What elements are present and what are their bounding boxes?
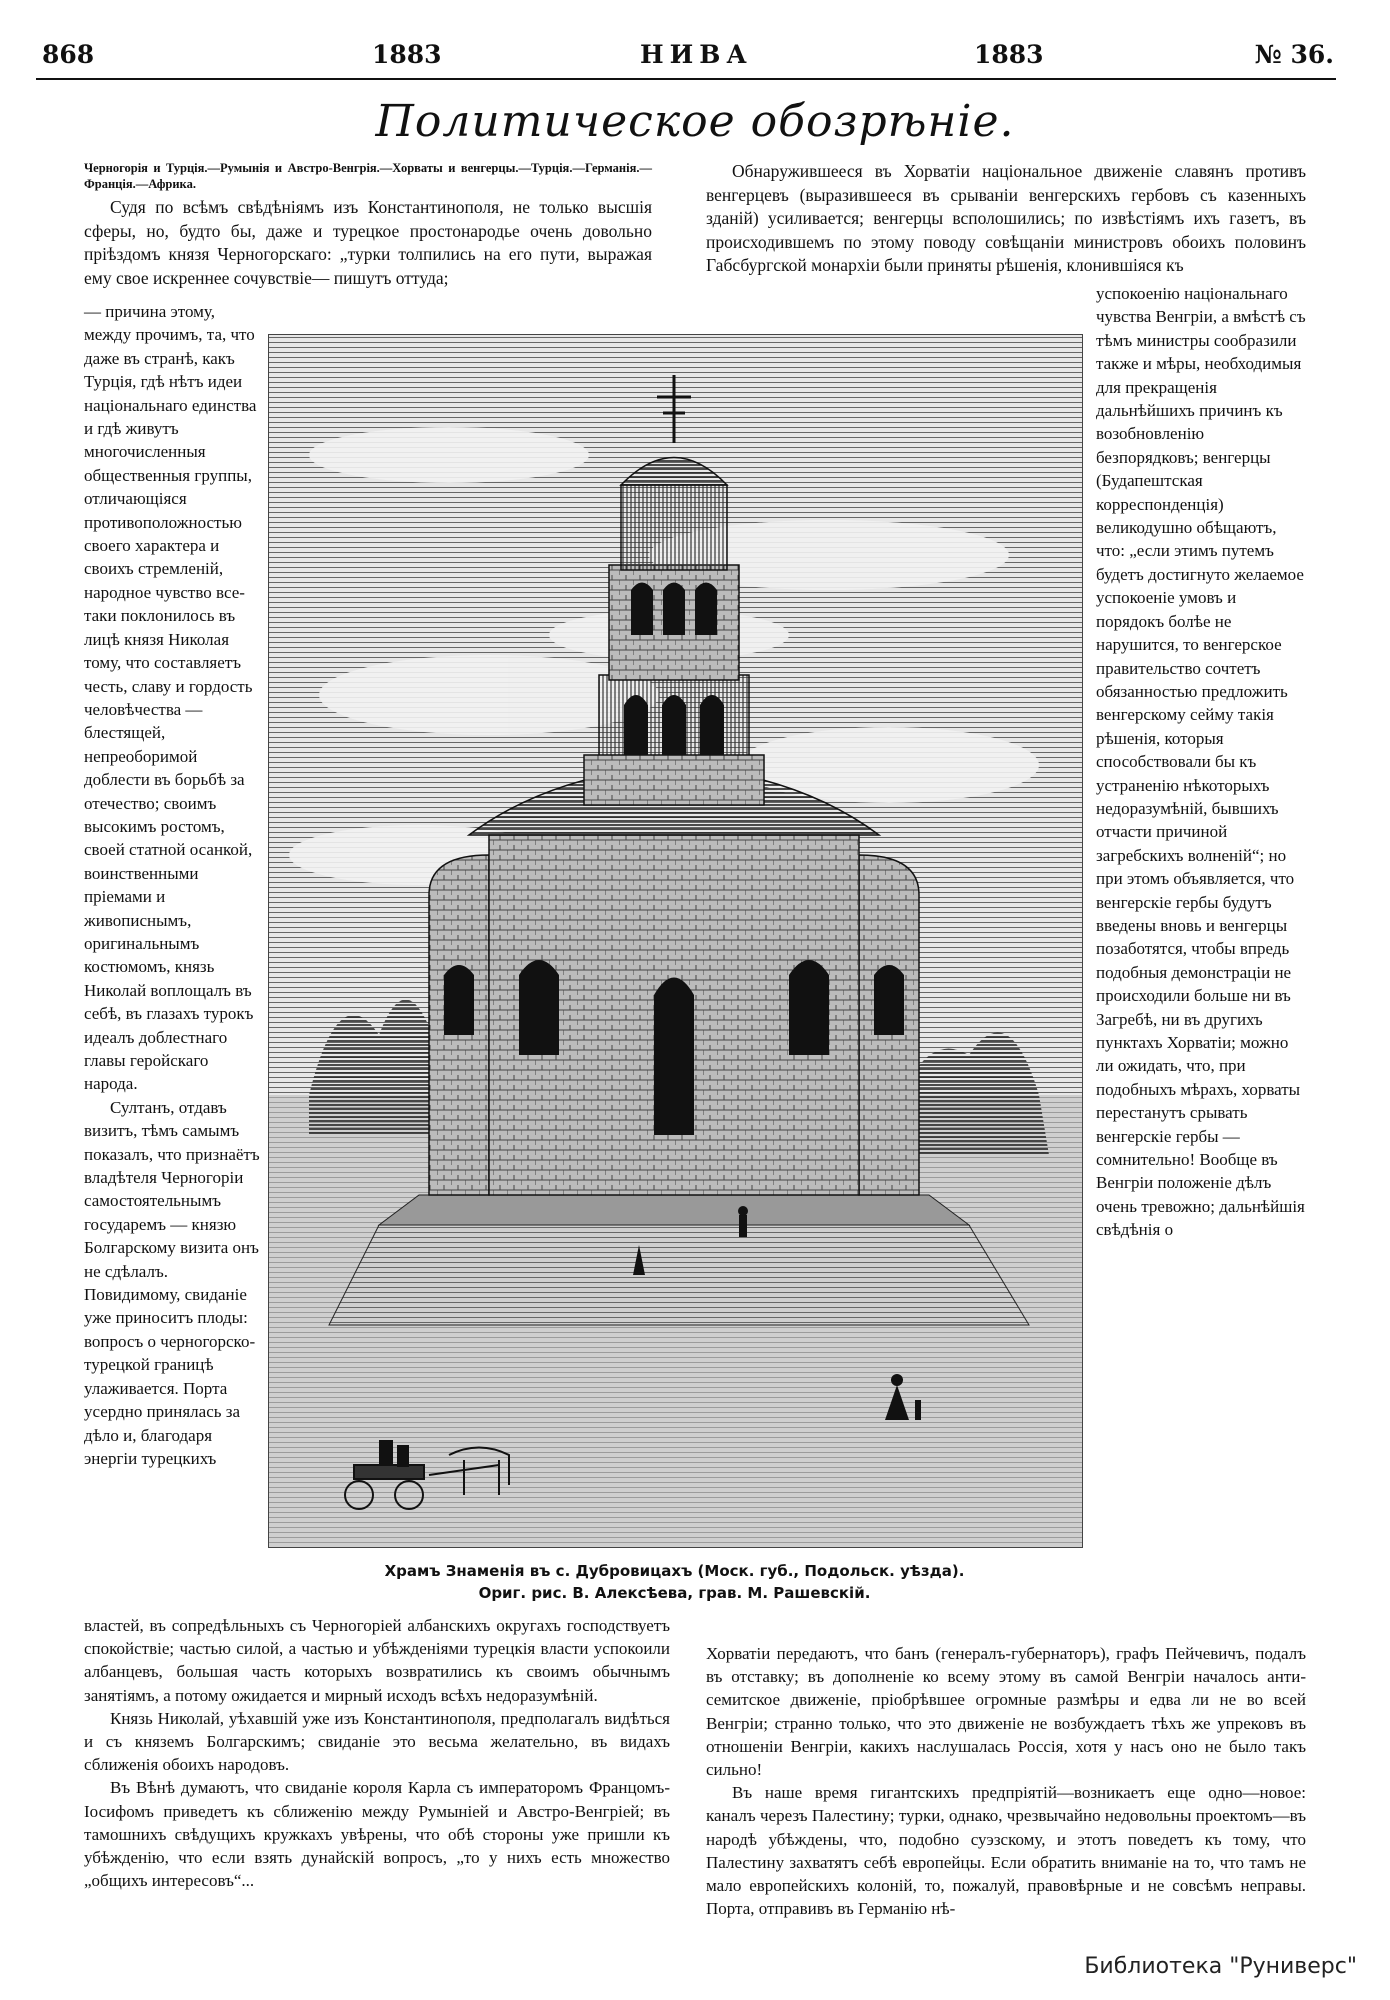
- header-rule: [36, 78, 1336, 80]
- right-column-top: [706, 160, 1306, 278]
- right-narrow-column: [1096, 282, 1306, 1242]
- caption-title: Храмъ Знаменія въ с. Дубровицахъ (Моск. губ., Подольск. уѣзда).: [384, 1562, 965, 1580]
- right-narrow-paragraph: успокоенію національнаго чувства Венгріи, а вмѣстѣ съ тѣмъ министры сообразили также и мѣры, необходимыя для прекращенія дальнѣйшихъ причинъ къ возобновленію безпорядковъ; венгерцы (Будапештская корреспонденція) великодушно обѣщаютъ, что: „если этимъ путемъ будетъ достигнуто желаемое успокоеніе умовъ и порядокъ болѣе не нарушится, то венгерское правительство сочтетъ обязанностью предложить венгерскому сейму такія рѣшенія, которыя способствовали бы къ устраненію нѣкоторыхъ недоразумѣній, бывшихъ отчасти причиной загребскихъ волненій“; но при этомъ объявляется, что венгерскіе гербы будутъ введены вновь и венгерцы позаботятся, чтобы впредь подобныя демонстраціи не происходили больше ни въ Загребѣ, ни въ другихъ пунктахъ Хорватіи; можно ли ожидать, что, при подобныхъ мѣрахъ, хорваты перестанутъ срывать венгерскіе гербы — сомнительно! Вообще въ Венгріи положеніе дѣлъ очень тревожно; дальнѣйшія свѣдѣнія о: [1096, 284, 1306, 1240]
- figure-caption: [268, 1560, 1081, 1604]
- left-narrow-column: [84, 300, 260, 1470]
- left-narrow-paragraph-1: — причина этому, между прочимъ, та, что даже въ странѣ, какъ Турція, гдѣ нѣтъ идеи національнаго единства и гдѣ живутъ многочисленныя общественныя группы, отличающіяся противоположностью своего характера и своихъ стремленій, народное чувство все-таки поклонилось въ лицѣ князя Николая тому, что составляетъ честь, славу и гордость человѣчества — блестящей, непреоборимой доблести въ борьбѣ за отечество; своимъ высокимъ ростомъ, своей статной осанкой, воинственными пріемами и живописнымъ, оригинальнымъ костюмомъ, князь Николай воплощалъ въ себѣ, въ глазахъ турокъ идеалъ доблестнаго главы геройскаго народа.: [84, 302, 257, 1094]
- caption-credits: Ориг. рис. В. Алексѣева, грав. М. Рашевскій.: [478, 1584, 871, 1602]
- right-top-paragraph: Обнаружившееся въ Хорватіи національное движеніе славянъ противъ венгерцевъ (выразившееся въ срываніи венгерскихъ гербовъ съ казенныхъ зданій) усиливается; венгерцы всполошились; по извѣстіямъ ихъ газетъ, въ происходившемъ по этому поводу совѣщаніи министровъ обоихъ половинъ Габсбургской монархіи были приняты рѣшенія, клонившіяся къ: [706, 161, 1306, 276]
- right-bottom-paragraph-1: Хорватіи передаютъ, что банъ (генералъ-губернаторъ), графъ Пейчевичъ, подалъ въ отставку; въ дополненіе ко всему этому въ самой Венгріи началось анти-семитское движеніе, пріобрѣвшее огромные размѣры и едва ли не во всей Венгріи; странно только, что это движеніе не возбуждаетъ тѣхъ же упрековъ въ отношеніи Венгріи, какихъ наслушалась Россія, хотя у насъ оно не было такъ сильно!: [706, 1644, 1306, 1780]
- right-column-bottom: [706, 1642, 1306, 1920]
- article-title: Политическое обозрѣніе.: [375, 96, 1015, 147]
- issue-number: № 36.: [1254, 40, 1334, 69]
- contents-line: Черногорія и Турція.—Румынія и Австро-Венгрія.—Хорваты и венгерцы.—Турція.—Германія.—Франція.—Африка.: [84, 161, 652, 191]
- left-column-bottom: [84, 1614, 670, 1892]
- church-engraving: [268, 334, 1083, 1548]
- left-bottom-paragraph-2: Князь Николай, уѣхавшій уже изъ Константинополя, предполагалъ видѣться и съ княземъ Болгарскимъ; свиданіе это весьма желательно, въ видахъ сближенія обоихъ народовъ.: [84, 1708, 670, 1775]
- header-year-left: 1883: [372, 40, 442, 69]
- library-watermark: Библиотека "Руниверс": [1084, 1954, 1357, 1979]
- left-bottom-paragraph-3: Въ Вѣнѣ думаютъ, что свиданіе короля Карла съ императоромъ Францомъ-Іосифомъ приведетъ къ сближенію между Румыніей и Австро-Венгріей; въ тамошнихъ свѣдущихъ кружкахъ увѣрены, что обѣ стороны уже пришли къ убѣжденію, что если взять дунайскій вопросъ, „то у нихъ есть множество „общихъ интересовъ“...: [84, 1778, 670, 1891]
- page-number: 868: [42, 40, 95, 69]
- church-engraving-illustration: [269, 335, 1082, 1547]
- right-bottom-paragraph-2: Въ наше время гигантскихъ предпріятій—возникаетъ еще одно—новое: каналъ черезъ Палестину; турки, однако, чрезвычайно недовольны проектомъ—въ народѣ убѣждены, что, подобно суэзскому, и этотъ поведетъ къ тому, что Палестину захватятъ себѣ европейцы. Если обратить вниманіе на то, что тамъ не мало европейскихъ колоній, то, пожалуй, правовѣрные и не совсѣмъ неправы. Порта, отправивъ въ Германію нѣ-: [706, 1783, 1306, 1919]
- intro-paragraph: Судя по всѣмъ свѣдѣніямъ изъ Константинополя, не только высшія сферы, но, будто бы, даже и турецкое простонародье очень довольно пріѣздомъ князя Черногорскаго: „турки толпились на его пути, выражая ему свое искреннее сочувствіе— пишутъ оттуда;: [84, 197, 652, 288]
- left-narrow-paragraph-2: Султанъ, отдавъ визитъ, тѣмъ самымъ показалъ, что признаётъ владѣтеля Черногоріи самостоятельнымъ государемъ — князю Болгарскому визита онъ не сдѣлалъ. Повидимому, свиданіе уже приноситъ плоды: вопросъ о черногорско-турецкой границѣ улаживается. Порта усердно принялась за дѣло и, благодаря энергіи турецкихъ: [84, 1097, 260, 1468]
- left-column-top: [84, 160, 652, 290]
- left-bottom-paragraph-1: властей, въ сопредѣльныхъ съ Черногоріей албанскихъ округахъ господствуетъ спокойствіе; частью силой, а частью и убѣжденіями турецкія власти успокоили албанцевъ, большая часть которыхъ возвратились къ своимъ обычнымъ занятіямъ, а потому ожидается и мирный исходъ всѣхъ недоразумѣній.: [84, 1616, 670, 1705]
- magazine-name: НИВА: [640, 40, 753, 69]
- running-header: [42, 34, 1334, 74]
- header-year-right: 1883: [974, 40, 1044, 69]
